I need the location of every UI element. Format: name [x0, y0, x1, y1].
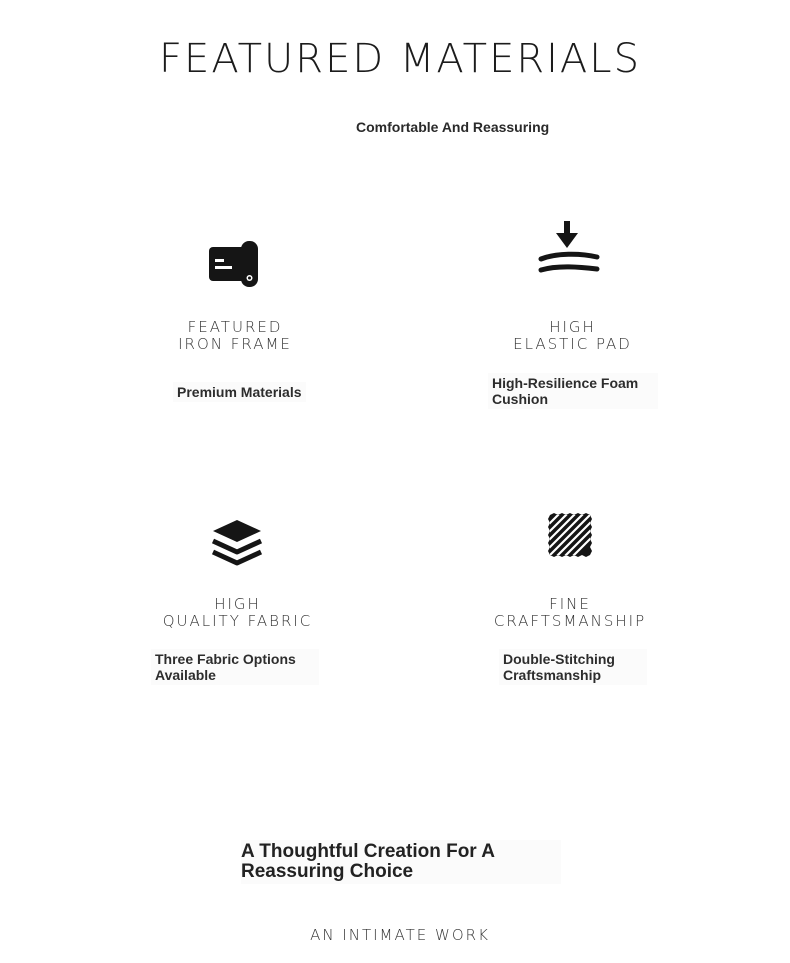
page-subtitle: Comfortable And Reassuring [356, 119, 550, 135]
feature-quality-fabric [150, 515, 325, 695]
closing-tagline: A Thoughtful Creation For A Reassuring Choice [241, 840, 561, 884]
page-title: FEATURED MATERIALS [159, 36, 641, 82]
fabric-layers-icon [211, 518, 263, 572]
feature-title: FINE CRAFTSMANSHIP [493, 595, 647, 630]
feature-description: Three Fabric Options Available [151, 649, 319, 685]
feature-description: Double-Stitching Craftsmanship [499, 649, 647, 685]
feature-iron-frame [160, 235, 310, 415]
elastic-pad-icon [536, 217, 600, 277]
feature-title: HIGH QUALITY FABRIC [162, 595, 313, 630]
footer-title: AN INTIMATE WORK [310, 926, 490, 944]
feature-elastic-pad [490, 215, 660, 415]
feature-title: FEATURED IRON FRAME [178, 318, 292, 353]
feature-title: HIGH ELASTIC PAD [513, 318, 632, 353]
feature-description: High-Resilience Foam Cushion [488, 373, 658, 409]
feature-description: Premium Materials [173, 382, 306, 402]
feature-craftsmanship [490, 510, 655, 690]
stitching-icon [546, 511, 594, 559]
iron-frame-icon [207, 239, 261, 289]
